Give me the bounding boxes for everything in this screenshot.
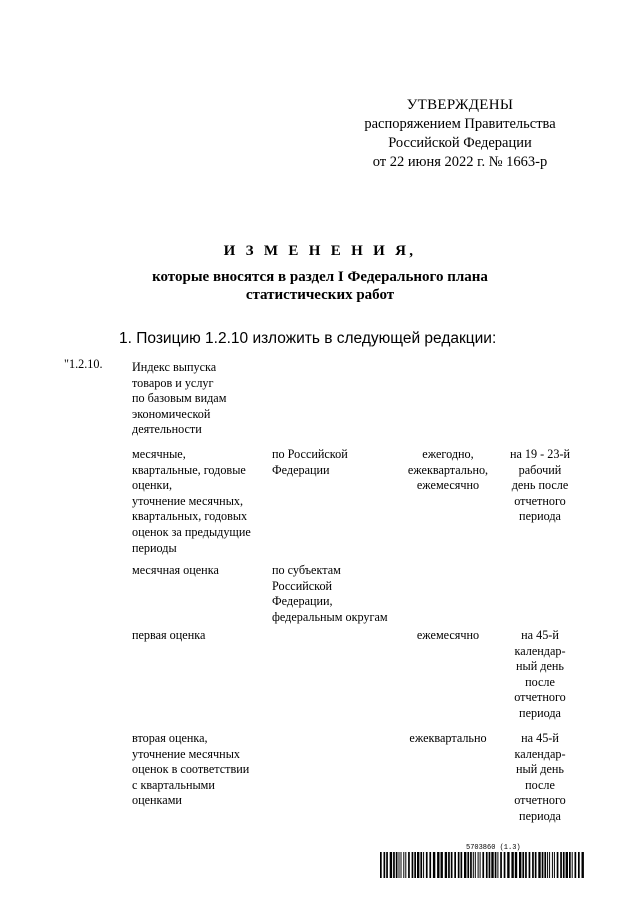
position-number: "1.2.10. <box>64 357 103 371</box>
row-1-periodicity: ежегодно, ежеквартально, ежемесячно <box>407 447 489 493</box>
document-heading <box>60 243 580 304</box>
approval-title: УТВЕРЖДЕНЫ <box>406 97 514 113</box>
row-3-deadline: на 45-й календар- ный день после отчетного периода <box>514 628 566 720</box>
row-4-indicator: вторая оценка, уточнение месячных оценок в соответствии с квартальными оценками <box>132 731 250 808</box>
row-4-periodicity: ежеквартально <box>409 731 487 745</box>
row-1-indicator: месячные, квартальные, годовые оценки, уточнение месячных, квартальных, годовых оценок за предыдущие периоды <box>132 447 251 555</box>
approval-block <box>330 96 590 172</box>
row-4-deadline: на 45-й календар- ный день после отчетного периода <box>514 731 566 823</box>
row-1-level: по Российской Федерации <box>272 447 348 477</box>
position-name: Индекс выпуска товаров и услуг по базовым видам экономической деятельности <box>132 360 227 437</box>
barcode <box>380 852 585 878</box>
barcode-number: 5703860 (1.3) <box>466 844 521 852</box>
heading-subtitle-line-2: статистических работ <box>245 287 395 303</box>
row-2-level: по субъектам Российской Федерации, федеральным округам <box>272 563 388 624</box>
row-3-periodicity: ежемесячно <box>416 628 480 642</box>
instruction-paragraph: 1. Позицию 1.2.10 изложить в следующей редакции: <box>119 330 497 347</box>
approval-line-2: Российской Федерации <box>388 135 532 151</box>
approval-line-1: распоряжением Правительства <box>364 116 556 132</box>
heading-title: И З М Е Н Е Н И Я, <box>223 243 417 259</box>
heading-subtitle-line-1: которые вносятся в раздел I Федерального плана <box>152 269 488 285</box>
approval-line-3: от 22 июня 2022 г. № 1663-р <box>372 154 548 170</box>
row-1-deadline: на 19 - 23-й рабочий день после отчетного периода <box>509 447 571 524</box>
row-3-indicator: первая оценка <box>132 628 206 642</box>
row-2-indicator: месячная оценка <box>132 563 219 577</box>
